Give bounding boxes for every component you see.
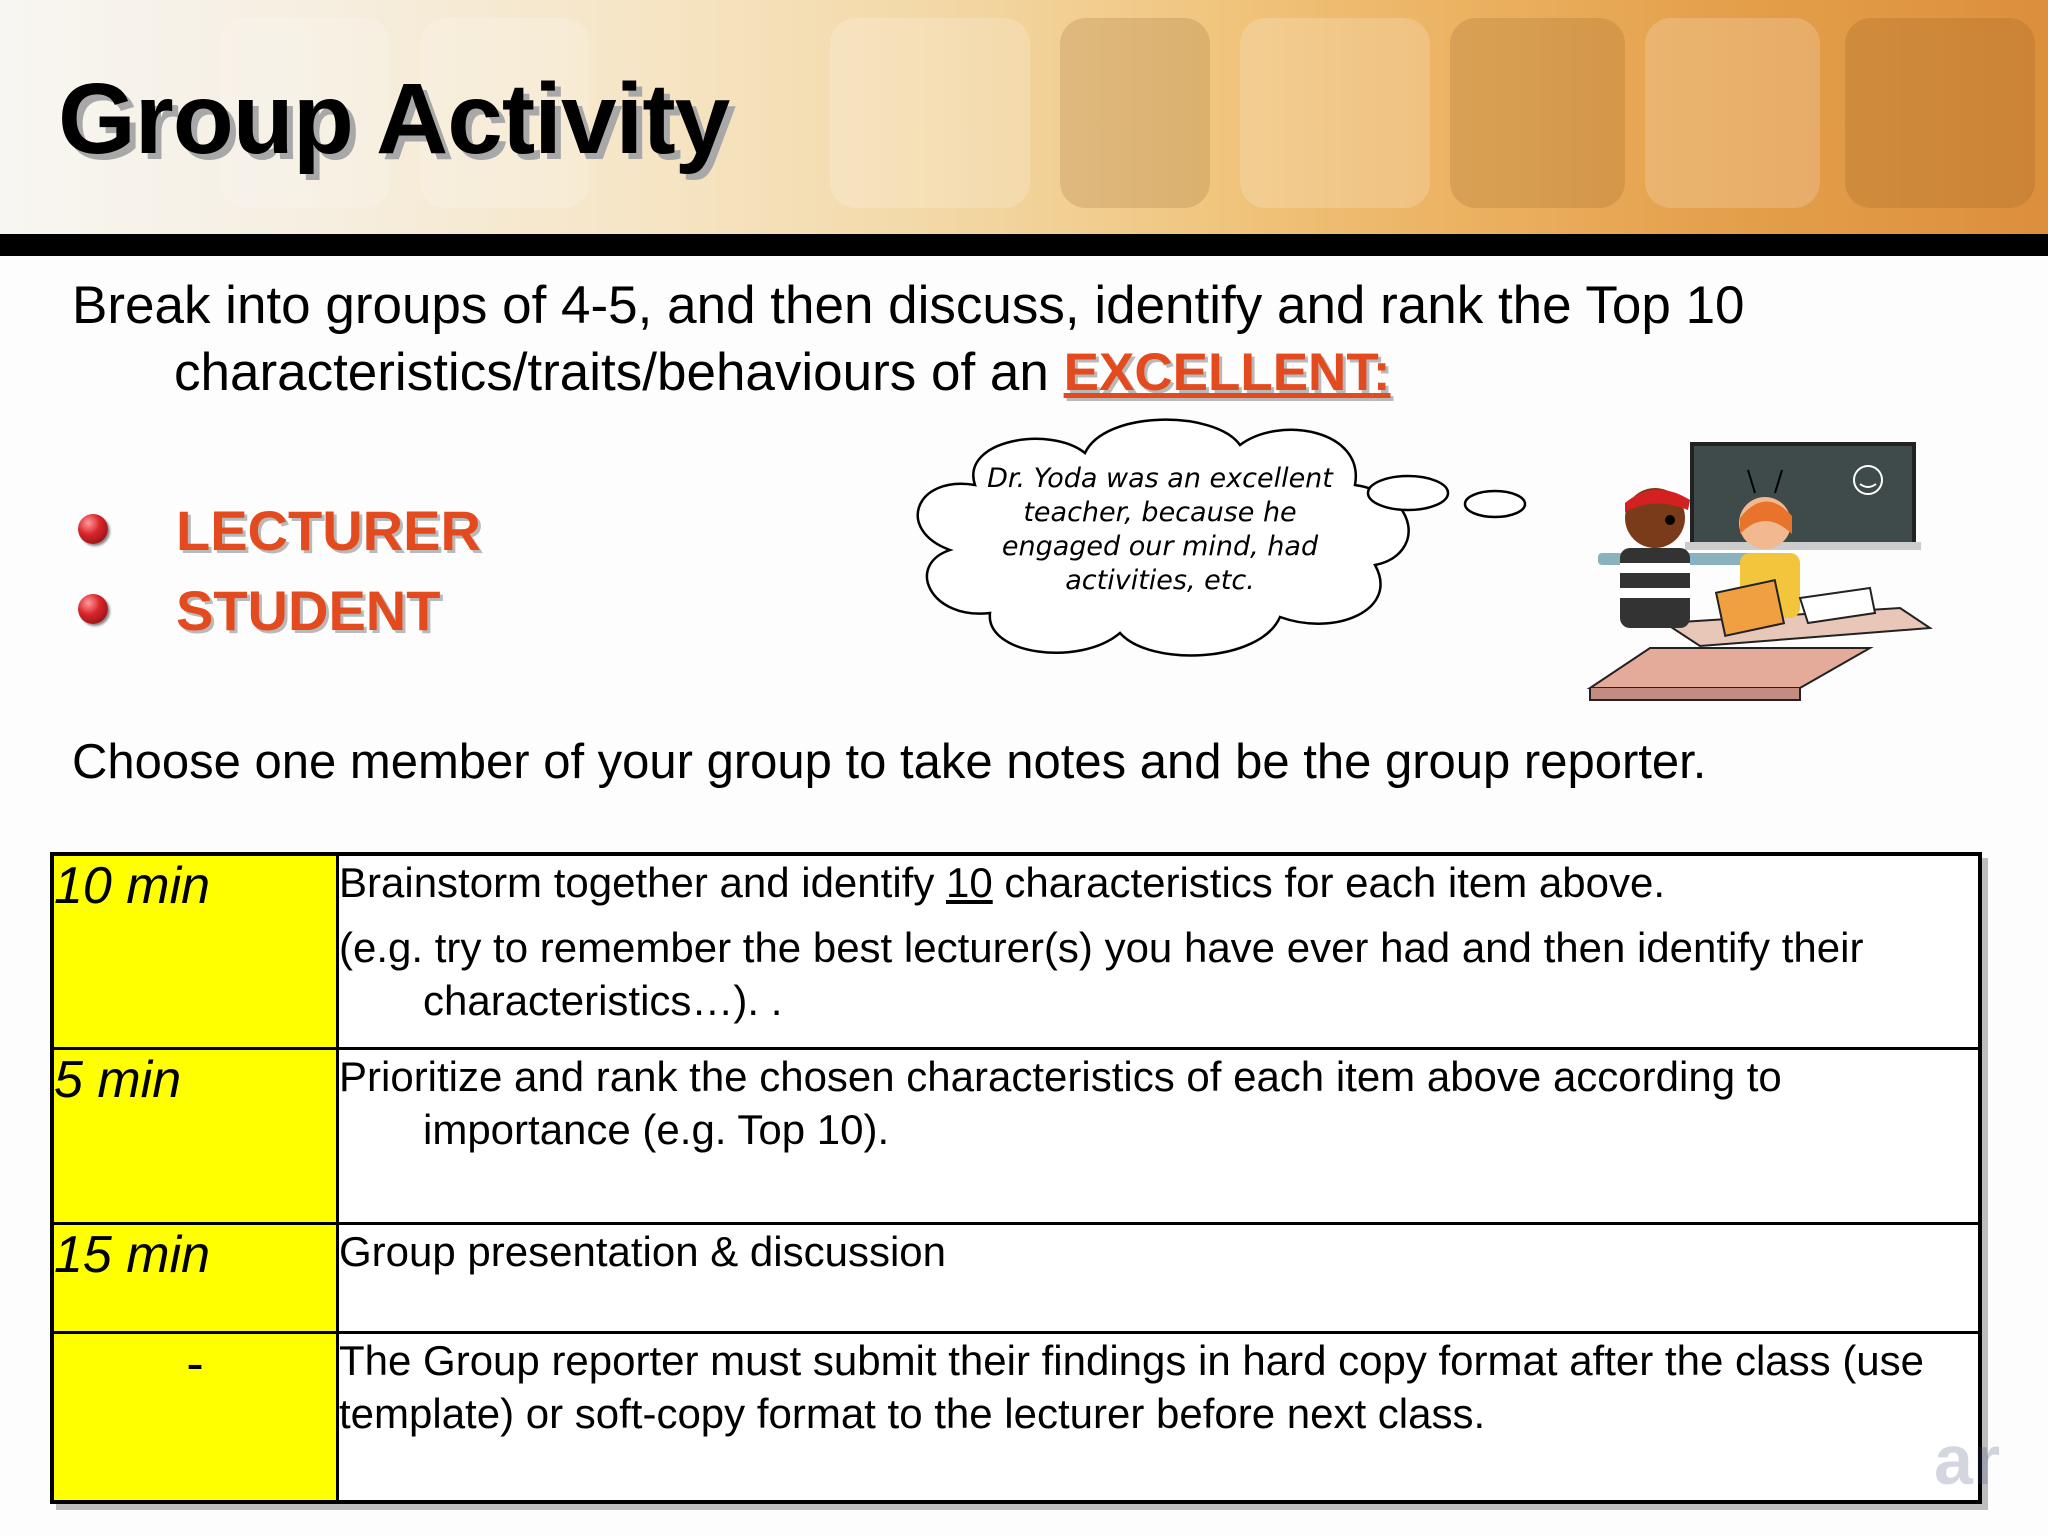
banner-photo-tile xyxy=(1240,18,1430,208)
example-text: (e.g. try to remember the best lecturer(s) you have ever had and then identify their characteristics…). . xyxy=(339,924,1864,1024)
presentation-text: Group presentation & discussion xyxy=(339,1227,947,1275)
classroom-illustration-icon xyxy=(1570,438,1940,708)
bullet-label-lecturer: LECTURER xyxy=(176,499,481,562)
table-row xyxy=(52,1223,1980,1332)
thought-trail-icon xyxy=(1450,480,1530,520)
desc-pre: Brainstorm together and identify xyxy=(339,859,935,906)
prioritize-text: Prioritize and rank the chosen characteristics of each item above according to importance (e.g. Top 10). xyxy=(339,1052,1782,1153)
activity-timetable xyxy=(50,852,1982,1504)
time-cell: 10 min xyxy=(52,854,338,1048)
university-logo-watermark-icon: ar xyxy=(1934,1421,2001,1499)
time-cell: 15 min xyxy=(52,1223,338,1332)
banner-photo-tile xyxy=(1845,18,2035,208)
red-ball-bullet-icon xyxy=(78,514,108,544)
banner-photo-tile xyxy=(1060,18,1210,208)
brainstorm-text xyxy=(339,856,1978,909)
description-cell xyxy=(338,1332,1981,1502)
time-cell: - xyxy=(52,1332,338,1502)
desc-post: characteristics for each item above. xyxy=(1004,859,1666,906)
description-cell xyxy=(338,1048,1981,1223)
submission-text: The Group reporter must submit their findings in hard copy format after the class (use template) or soft-copy format to the lecturer before next class. xyxy=(339,1336,1925,1437)
banner-photo-tile xyxy=(1645,18,1820,208)
red-ball-bullet-icon xyxy=(78,594,108,624)
description-cell xyxy=(338,854,1981,1048)
intro-text: Break into groups of 4-5, and then discuss, identify and rank the Top 10 characteristics/traits/behaviours of an xyxy=(72,276,1745,402)
desc-number: 10 xyxy=(946,859,993,906)
banner-photo-tile xyxy=(830,18,1030,208)
table-row xyxy=(52,1048,1980,1223)
bullet-label-student: STUDENT xyxy=(176,579,441,642)
excellent-emphasis: EXCELLENT xyxy=(1063,343,1373,402)
header-rule xyxy=(0,234,2048,256)
thought-bubble-text: Dr. Yoda was an excellent teacher, because he engaged our mind, had activities, etc. xyxy=(987,463,1333,596)
intro-paragraph xyxy=(72,272,2048,406)
description-cell xyxy=(338,1223,1981,1332)
banner-photo-tile xyxy=(1450,18,1625,208)
header-banner xyxy=(0,0,2048,234)
time-cell: 5 min xyxy=(52,1048,338,1223)
table-row xyxy=(52,1332,1980,1502)
table-row xyxy=(52,854,1980,1048)
excellent-colon: : xyxy=(1372,343,1391,402)
slide-title: Group Activity xyxy=(58,63,730,175)
reporter-instruction: Choose one member of your group to take notes and be the group reporter. xyxy=(72,735,1707,789)
